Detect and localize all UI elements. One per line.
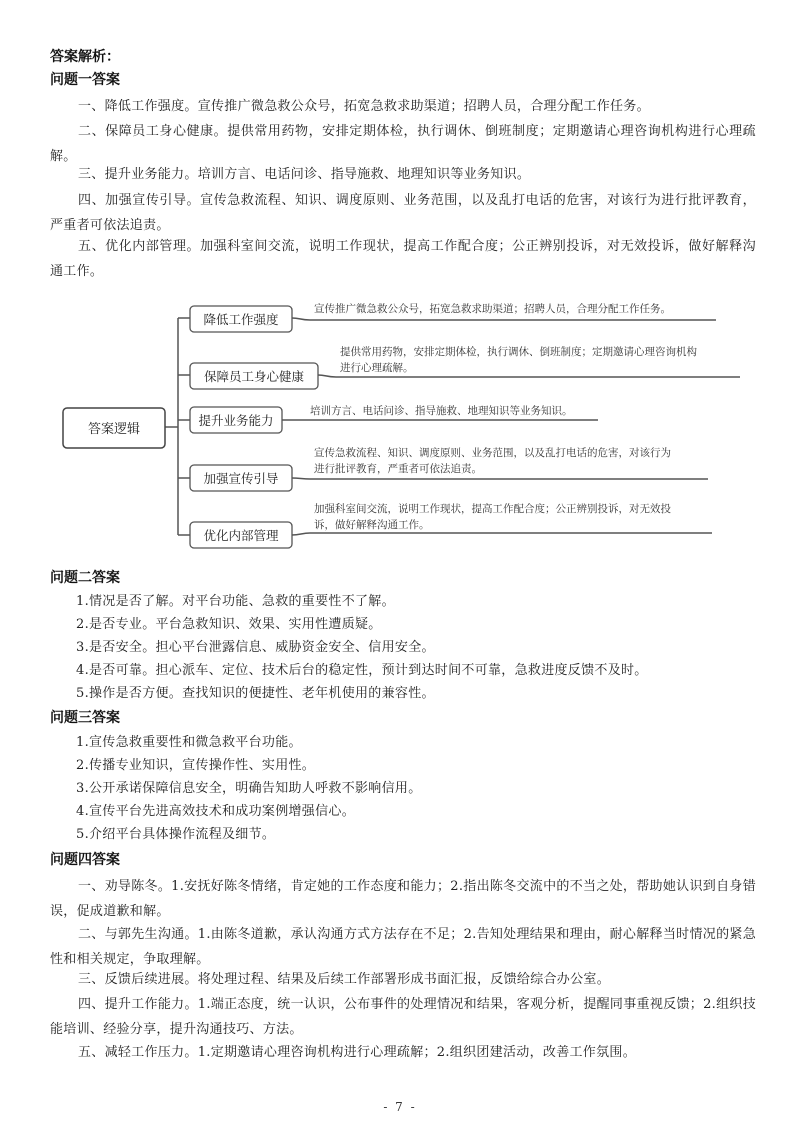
mindmap-branch-desc: 提供常用药物，安排定期体检，执行调休、倒班制度；定期邀请心理咨询机构 — [340, 346, 697, 358]
q4-paragraph: 四、提升工作能力。1.端正态度，统一认识，公布事件的处理情况和结果，客观分析，提醒同事重视反馈；2.组织技能培训、经验分享，提升沟通技巧、方法。 — [50, 997, 756, 1037]
answer-title: 答案解析： — [50, 49, 120, 65]
mindmap-branch-label: 加强宣传引导 — [203, 471, 279, 486]
q4-paragraph: 二、与郭先生沟通。1.由陈冬道歉，承认沟通方式方法存在不足；2.告知处理结果和理由，耐心解释当时情况的紧急性和相关规定，争取理解。 — [50, 927, 756, 967]
page-number: - 7 - — [383, 1100, 417, 1114]
q1-heading: 问题一答案 — [50, 72, 120, 88]
q2-item: 2.是否专业。平台急救知识、效果、实用性遭质疑。 — [76, 617, 382, 632]
q3-item: 5.介绍平台具体操作流程及细节。 — [76, 827, 276, 842]
mindmap-branch-label: 降低工作强度 — [203, 312, 279, 327]
mindmap-branch-desc: 宣传推广微急救公众号，拓宽急救求助渠道；招聘人员，合理分配工作任务。 — [314, 303, 671, 315]
q4-heading: 问题四答案 — [50, 852, 120, 868]
mindmap-branch-desc: 培训方言、电话问诊、指导施救、地理知识等业务知识。 — [310, 405, 573, 417]
mindmap-branch-desc: 进行心理疏解。 — [340, 362, 414, 374]
mindmap-branch-desc: 加强科室间交流，说明工作现状，提高工作配合度；公正辨别投诉，对无效投 — [314, 503, 671, 515]
mindmap-branch-desc: 宣传急救流程、知识、调度原则、业务范围，以及乱打电话的危害，对该行为 — [314, 447, 671, 459]
q2-item: 3.是否安全。担心平台泄露信息、威胁资金安全、信用安全。 — [76, 640, 435, 655]
q4-paragraph: 一、劝导陈冬。1.安抚好陈冬情绪，肯定她的工作态度和能力；2.指出陈冬交流中的不当之处，帮助她认识到自身错误，促成道歉和解。 — [50, 879, 756, 919]
q1-paragraph: 四、加强宣传引导。宣传急救流程、知识、调度原则、业务范围，以及乱打电话的危害，对该行为进行批评教育，严重者可依法追责。 — [50, 193, 756, 233]
mindmap-branch-label: 保障员工身心健康 — [203, 369, 305, 384]
q2-item: 4.是否可靠。担心派车、定位、技术后台的稳定性，预计到达时间不可靠，急救进度反馈不及时。 — [76, 663, 648, 678]
q1-paragraph: 二、保障员工身心健康。提供常用药物，安排定期体检，执行调休、倒班制度；定期邀请心理咨询机构进行心理疏解。 — [50, 124, 756, 164]
mindmap-branch-desc: 进行批评教育，严重者可依法追责。 — [314, 463, 482, 475]
q1-paragraph: 一、降低工作强度。宣传推广微急救公众号，拓宽急救求助渠道；招聘人员，合理分配工作任务。 — [78, 99, 650, 114]
mindmap-branch-label: 优化内部管理 — [203, 528, 279, 543]
q1-paragraph: 三、提升业务能力。培训方言、电话问诊、指导施救、地理知识等业务知识。 — [78, 167, 531, 182]
mindmap-branch-label: 提升业务能力 — [198, 413, 274, 428]
q3-item: 2.传播专业知识，宣传操作性、实用性。 — [76, 758, 316, 773]
q3-item: 3.公开承诺保障信息安全，明确告知助人呼救不影响信用。 — [76, 781, 422, 796]
q1-paragraph: 五、优化内部管理。加强科室间交流，说明工作现状，提高工作配合度；公正辨别投诉，对无效投诉，做好解释沟通工作。 — [50, 239, 756, 279]
q3-heading: 问题三答案 — [50, 710, 120, 726]
q2-item: 1.情况是否了解。对平台功能、急救的重要性不了解。 — [76, 594, 395, 609]
q4-paragraph: 五、减轻工作压力。1.定期邀请心理咨询机构进行心理疏解；2.组织团建活动，改善工作氛围。 — [78, 1045, 637, 1060]
mindmap-branch-desc: 诉，做好解释沟通工作。 — [314, 519, 430, 531]
q3-item: 1.宣传急救重要性和微急救平台功能。 — [76, 735, 302, 750]
mindmap-root-label: 答案逻辑 — [87, 422, 141, 437]
q2-heading: 问题二答案 — [50, 570, 120, 586]
q3-item: 4.宣传平台先进高效技术和成功案例增强信心。 — [76, 804, 356, 819]
q2-item: 5.操作是否方便。查找知识的便捷性、老年机使用的兼容性。 — [76, 686, 435, 701]
q4-paragraph: 三、反馈后续进展。将处理过程、结果及后续工作部署形成书面汇报，反馈给综合办公室。 — [78, 972, 611, 987]
